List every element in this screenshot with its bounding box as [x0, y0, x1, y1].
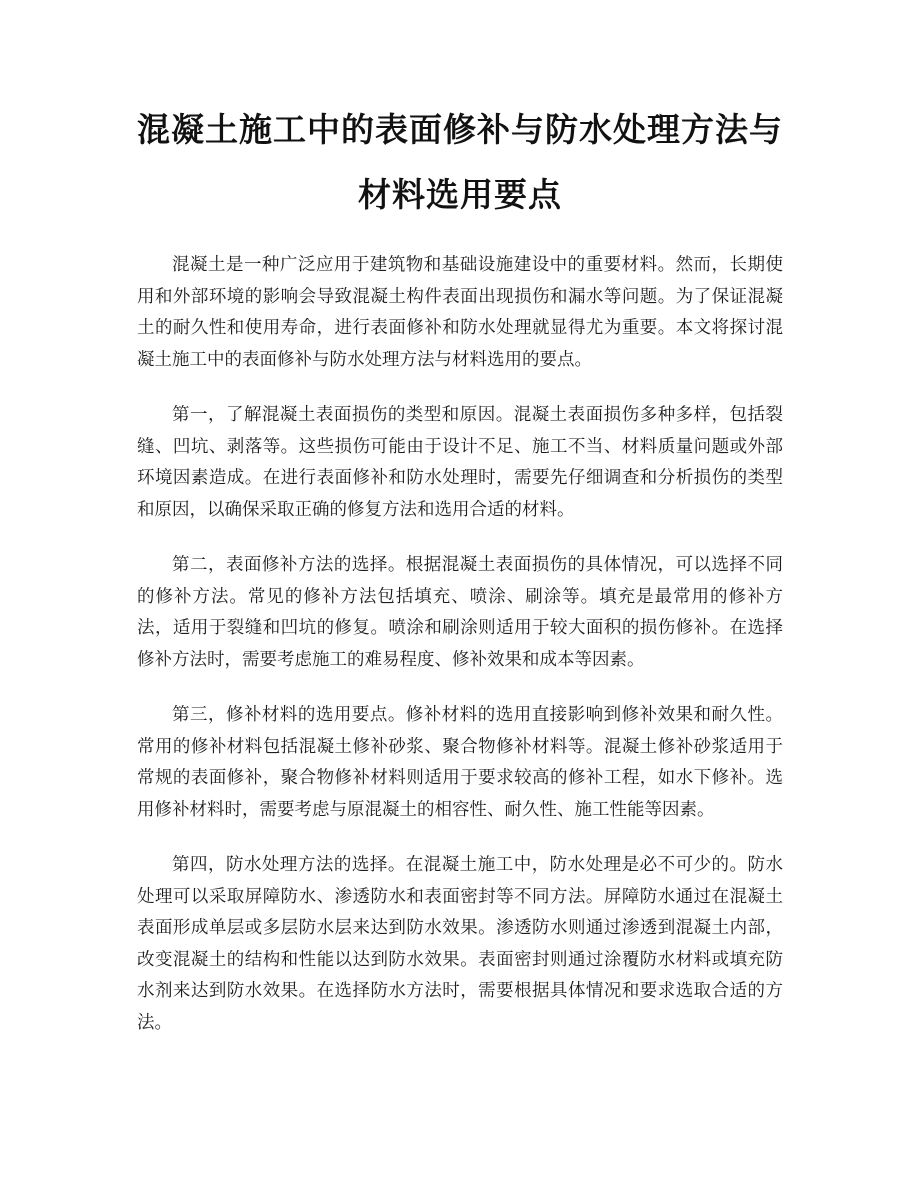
paragraph-fourth: 第四，防水处理方法的选择。在混凝土施工中，防水处理是必不可少的。防水处理可以采取屏障防水、渗透防水和表面密封等不同方法。屏障防水通过在混凝土表面形成单层或多层防水层来达到防水效果。渗透防水则通过渗透到混凝土内部，改变混凝土的结构和性能以达到防水效果。表面密封则通过涂覆防水材料或填充防水剂来达到防水效果。在选择防水方法时，需要根据具体情况和要求选取合适的方法。 [137, 855, 783, 1033]
paragraph-third: 第三，修补材料的选用要点。修补材料的选用直接影响到修补效果和耐久性。常用的修补材料包括混凝土修补砂浆、聚合物修补材料等。混凝土修补砂浆适用于常规的表面修补，聚合物修补材料则适用于要求较高的修补工程，如水下修补。选用修补材料时，需要考虑与原混凝土的相容性、耐久性、施工性能等因素。 [137, 705, 783, 820]
paragraph-second: 第二，表面修补方法的选择。根据混凝土表面损伤的具体情况，可以选择不同的修补方法。常见的修补方法包括填充、喷涂、刷涂等。填充是最常用的修补方法，适用于裂缝和凹坑的修复。喷涂和刷涂则适用于较大面积的损伤修补。在选择修补方法时，需要考虑施工的难易程度、修补效果和成本等因素。 [137, 555, 783, 670]
document-title-line-2: 材料选用要点 [358, 175, 562, 214]
document-body [137, 250, 783, 1063]
paragraph-first: 第一，了解混凝土表面损伤的类型和原因。混凝土表面损伤多种多样，包括裂缝、凹坑、剥落等。这些损伤可能由于设计不足、施工不当、材料质量问题或外部环境因素造成。在进行表面修补和防水处理时，需要先仔细调查和分析损伤的类型和原因，以确保采取正确的修复方法和选用合适的材料。 [137, 405, 783, 520]
document-title-line-1: 混凝土施工中的表面修补与防水处理方法与 [137, 110, 783, 149]
paragraph-intro: 混凝土是一种广泛应用于建筑物和基础设施建设中的重要材料。然而，长期使用和外部环境的影响会导致混凝土构件表面出现损伤和漏水等问题。为了保证混凝土的耐久性和使用寿命，进行表面修补和防水处理就显得尤为重要。本文将探讨混凝土施工中的表面修补与防水处理方法与材料选用的要点。 [137, 255, 783, 370]
